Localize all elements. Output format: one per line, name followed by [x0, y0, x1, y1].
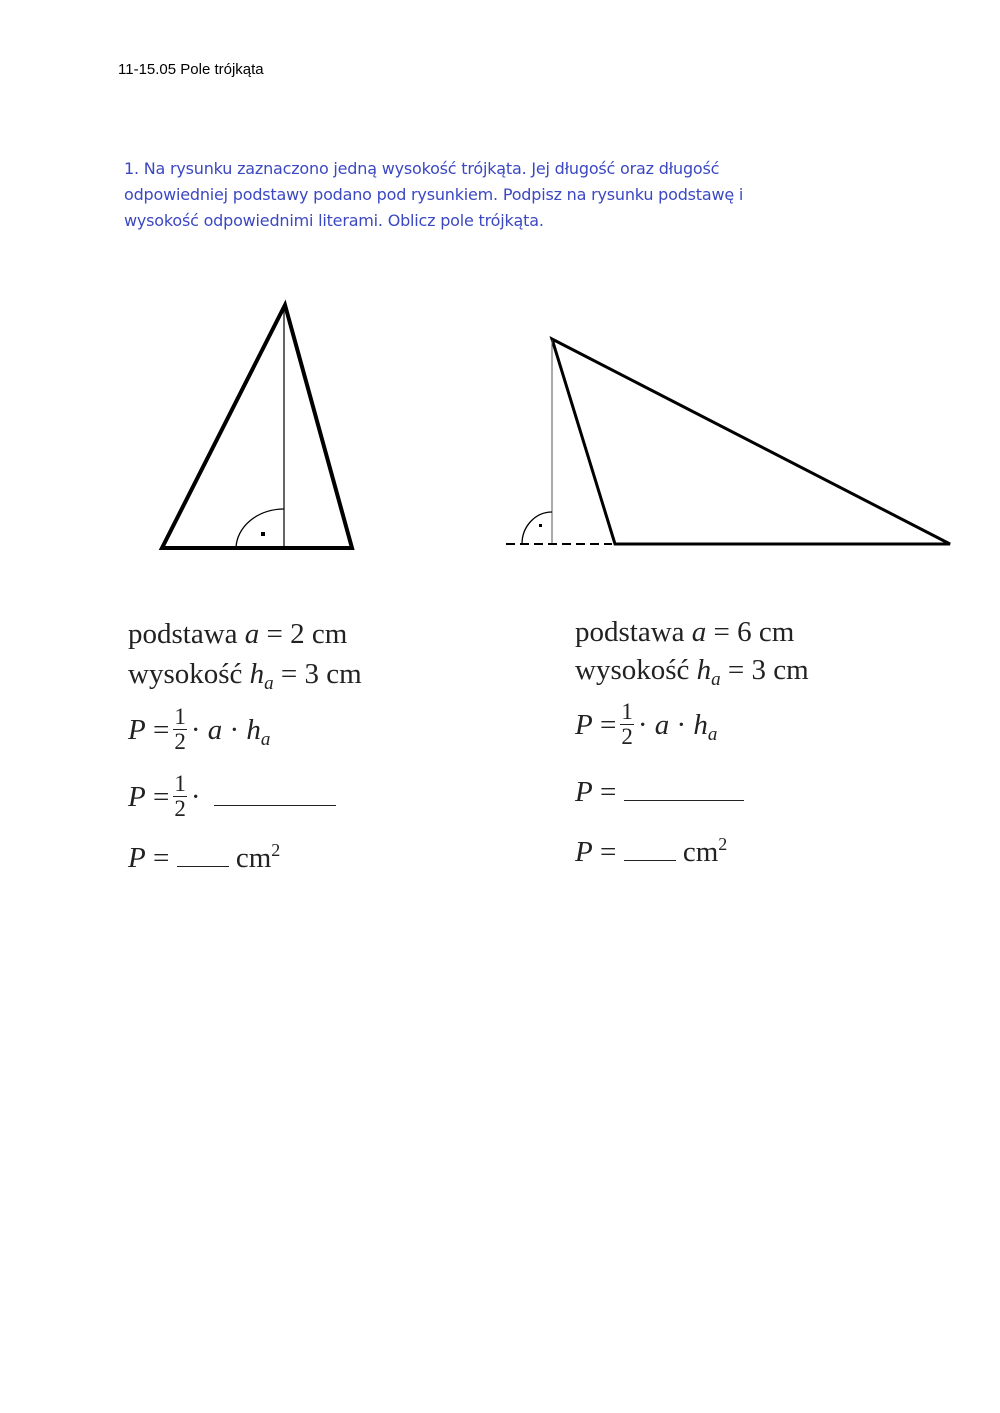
height-variable: h [249, 658, 265, 690]
base-label: podstawa [575, 616, 685, 648]
answer-blank[interactable] [624, 859, 676, 861]
right-angle-dot [261, 532, 265, 536]
height-variable: h [696, 654, 712, 686]
height-subscript: a [711, 669, 721, 690]
multiply-dot: · [190, 781, 201, 814]
area-symbol: P [128, 781, 146, 814]
instruction-line: odpowiedniej podstawy podano pod rysunkiem. Podpisz na rysunku podstawę i [124, 185, 744, 204]
base-variable: a [207, 714, 223, 747]
base-variable: a [654, 709, 670, 742]
area-substitution [128, 771, 336, 823]
page-header-title: 11-15.05 Pole trójkąta [118, 61, 264, 78]
height-subscript: a [260, 729, 271, 751]
area-formula [128, 704, 271, 756]
height-label: wysokość [575, 654, 690, 686]
answer-blank[interactable] [214, 804, 336, 806]
base-variable: a [691, 616, 707, 648]
fraction-one-half: $\frac{1}{2}$ [174, 771, 186, 821]
height-line [128, 658, 362, 695]
instruction-line: wysokość odpowiednimi literami. Oblicz pole trójkąta. [124, 211, 544, 230]
height-label: wysokość [128, 658, 243, 690]
triangle-figures [0, 0, 1000, 600]
unit-exponent: 2 [718, 834, 728, 854]
equals-sign: = [152, 842, 170, 874]
height-value: = 3 cm [280, 658, 362, 690]
right-angle-arc [522, 512, 552, 544]
height-subscript: a [264, 673, 274, 694]
height-variable: h [693, 709, 708, 742]
height-line [575, 654, 809, 691]
area-result [128, 840, 280, 875]
area-symbol: P [575, 709, 593, 742]
fraction-one-half: $\frac{1}{2}$ [621, 699, 633, 749]
answer-blank[interactable] [177, 865, 229, 867]
triangle-left [162, 305, 352, 548]
multiply-dot: · [676, 709, 687, 742]
equals-sign: = [599, 776, 617, 808]
multiply-dot: · [637, 709, 648, 742]
area-symbol: P [128, 714, 146, 747]
triangle-right [506, 339, 950, 544]
area-symbol: P [128, 842, 146, 874]
area-result [575, 834, 727, 869]
base-variable: a [244, 618, 260, 650]
equals-sign: = [152, 714, 170, 747]
unit-exponent: 2 [271, 840, 281, 860]
unit-label: cm [235, 842, 272, 874]
multiply-dot: · [229, 714, 240, 747]
equals-sign: = [599, 836, 617, 868]
height-variable: h [246, 714, 261, 747]
base-line [128, 618, 347, 651]
base-value: = 6 cm [713, 616, 795, 648]
instruction-line: 1. Na rysunku zaznaczono jedną wysokość trójkąta. Jej długość oraz długość [124, 159, 720, 178]
height-value: = 3 cm [727, 654, 809, 686]
equals-sign: = [599, 709, 617, 742]
right-angle-dot [539, 524, 542, 527]
base-label: podstawa [128, 618, 238, 650]
answer-blank[interactable] [624, 799, 744, 801]
height-subscript: a [707, 724, 718, 746]
area-symbol: P [575, 836, 593, 868]
area-formula [575, 699, 718, 751]
equals-sign: = [152, 781, 170, 814]
fraction-one-half: $\frac{1}{2}$ [174, 704, 186, 754]
triangle-right-outline [552, 339, 950, 544]
multiply-dot: · [190, 714, 201, 747]
triangle-left-outline [162, 305, 352, 548]
unit-label: cm [682, 836, 719, 868]
base-line [575, 616, 794, 649]
base-value: = 2 cm [266, 618, 348, 650]
right-angle-arc [236, 509, 284, 548]
area-substitution [575, 776, 744, 809]
area-symbol: P [575, 776, 593, 808]
